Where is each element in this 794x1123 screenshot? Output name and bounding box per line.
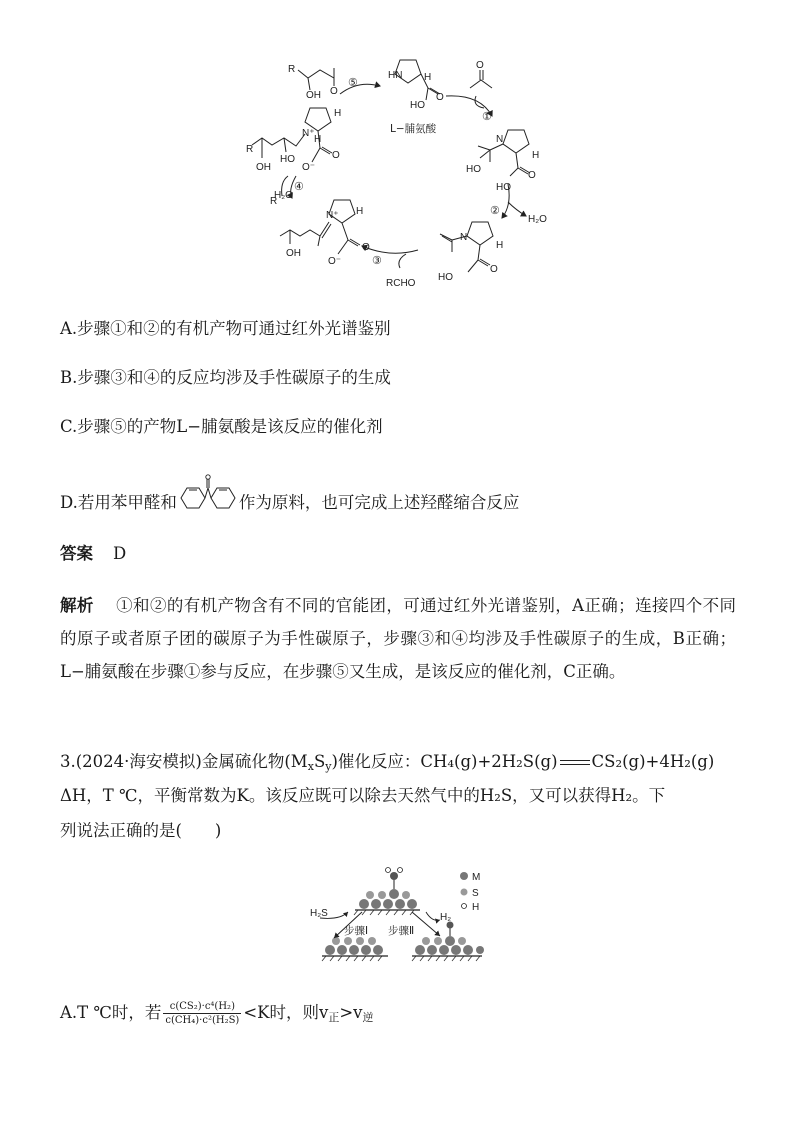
r-label: R — [288, 64, 296, 75]
o-label: O — [476, 60, 484, 71]
top-surface — [354, 868, 420, 916]
catalyst-mechanism-figure — [300, 862, 500, 962]
o-label: O — [436, 92, 444, 103]
q3-stem-x: x — [307, 760, 314, 773]
o-label: O — [528, 170, 536, 181]
q3-reactants: CH₄(g)+2H₂S(g) — [420, 752, 558, 771]
option-d — [60, 492, 519, 514]
q3-stem-line3: 列说法正确的是( ) — [60, 821, 222, 840]
h2-label: H₂ — [440, 912, 452, 923]
h-label: H — [334, 108, 342, 119]
ho-label: HO — [280, 154, 295, 165]
r-label: R — [270, 196, 278, 207]
ho-label: HO — [496, 182, 511, 193]
proline-cycle-diagram — [240, 50, 560, 300]
ho-label: HO — [466, 164, 481, 175]
step5-label: ⑤ — [348, 77, 358, 89]
h-label: H — [424, 72, 432, 83]
step-2-label: 步骤Ⅱ — [388, 925, 415, 937]
option-d-suffix: 作为原料，也可完成上述羟醛缩合反应 — [238, 493, 520, 512]
o-label: O — [490, 264, 498, 275]
sub-reverse: 逆 — [362, 1011, 374, 1024]
benzophenone-structure — [177, 474, 239, 514]
oh-label: OH — [256, 162, 271, 173]
ho-label: HO — [438, 272, 453, 283]
q3-source: (2024·海安模拟) — [75, 752, 202, 771]
h-label: H — [532, 150, 540, 161]
q3-fraction — [163, 1000, 241, 1027]
q3-stem-line1 — [60, 751, 714, 773]
ho-label: HO — [410, 100, 425, 111]
sub-forward: 正 — [328, 1011, 340, 1024]
n-label: N — [460, 232, 468, 243]
fraction-denominator: c(CH₄)·c²(H₂S) — [165, 1015, 240, 1026]
n-plus-label: N⁺ — [326, 210, 339, 221]
option-c: C.步骤⑤的产物L−脯氨酸是该反应的催化剂 — [60, 417, 383, 436]
option-d-prefix: D.若用苯甲醛和 — [60, 493, 177, 512]
q3-option-a — [60, 998, 373, 1028]
o-minus-label: O⁻ — [302, 162, 316, 173]
r-label: R — [246, 144, 254, 155]
q3-stem-line2: ΔH，T ℃，平衡常数为K。该反应既可以除去天然气中的H₂S，又可以获得H₂。下 — [60, 786, 666, 805]
legend — [460, 872, 480, 913]
analysis-paragraph — [60, 589, 736, 688]
oh-label: OH — [286, 248, 301, 259]
analysis-label: 解析 — [60, 596, 94, 615]
o-minus-label: O⁻ — [328, 256, 342, 267]
q3-stem-2: )催化反应： — [331, 752, 421, 771]
q3-stem-s: S — [313, 752, 326, 771]
aldehyde-label: RCHO — [386, 278, 416, 289]
step-1-label: 步骤Ⅰ — [344, 925, 369, 937]
analysis-text: ①和②的有机产物含有不同的官能团，可通过红外光谱鉴别，A正确；连接四个不同的原子或者原子团的碳原子为手性碳原子，步骤③和④均涉及手性碳原子的生成，B正确；L−脯氨酸在步骤①参与反应，在步骤⑤又生成，是该反应的催化剂，C正确。 — [60, 596, 737, 681]
q3-option-a-gt: >v — [339, 1003, 363, 1022]
n-plus-label: N⁺ — [302, 128, 315, 139]
step3-label: ③ — [372, 255, 382, 267]
q3-stem-y: y — [325, 760, 332, 773]
step2-label: ② — [490, 205, 500, 217]
answer-label: 答案 — [60, 544, 93, 563]
legend-m: M — [472, 872, 481, 883]
o-label: O — [332, 150, 340, 161]
h-label: H — [496, 240, 504, 251]
answer-line — [60, 543, 126, 565]
option-a: A.步骤①和②的有机产物可通过红外光谱鉴别 — [60, 319, 391, 338]
n-label: N — [496, 134, 504, 145]
legend-s: S — [472, 888, 479, 899]
bottom-right-surface — [412, 922, 484, 962]
q3-stem-1: 金属硫化物(M — [201, 752, 308, 771]
answer-value: D — [113, 544, 127, 563]
q3-option-a-mid: <K时，则v — [243, 1003, 329, 1022]
q3-products: CS₂(g)+4H₂(g) — [591, 752, 715, 771]
step4-label: ④ — [294, 181, 304, 193]
h-label: H — [314, 134, 322, 145]
o-label: O — [362, 242, 370, 253]
oh-label: OH — [306, 90, 321, 101]
fraction-numerator: c(CS₂)·c⁴(H₂) — [163, 1000, 241, 1014]
legend-h: H — [472, 902, 480, 913]
proline-name: L−脯氨酸 — [390, 123, 437, 135]
o-label: O — [330, 86, 338, 97]
q3-number: 3. — [60, 752, 76, 771]
equilibrium-arrow — [560, 759, 590, 767]
q3-option-a-prefix: A.T ℃时，若 — [60, 1003, 162, 1022]
h2s-label: H₂S — [310, 908, 328, 919]
bottom-left-surface — [322, 937, 388, 961]
h-label: H — [356, 206, 364, 217]
option-b: B.步骤③和④的反应均涉及手性碳原子的生成 — [60, 368, 391, 387]
water-out-label: H₂O — [528, 214, 547, 225]
water-in-visible: H₂O — [274, 190, 293, 201]
hn-label: HN — [388, 70, 403, 81]
step1-label: ① — [482, 111, 492, 123]
